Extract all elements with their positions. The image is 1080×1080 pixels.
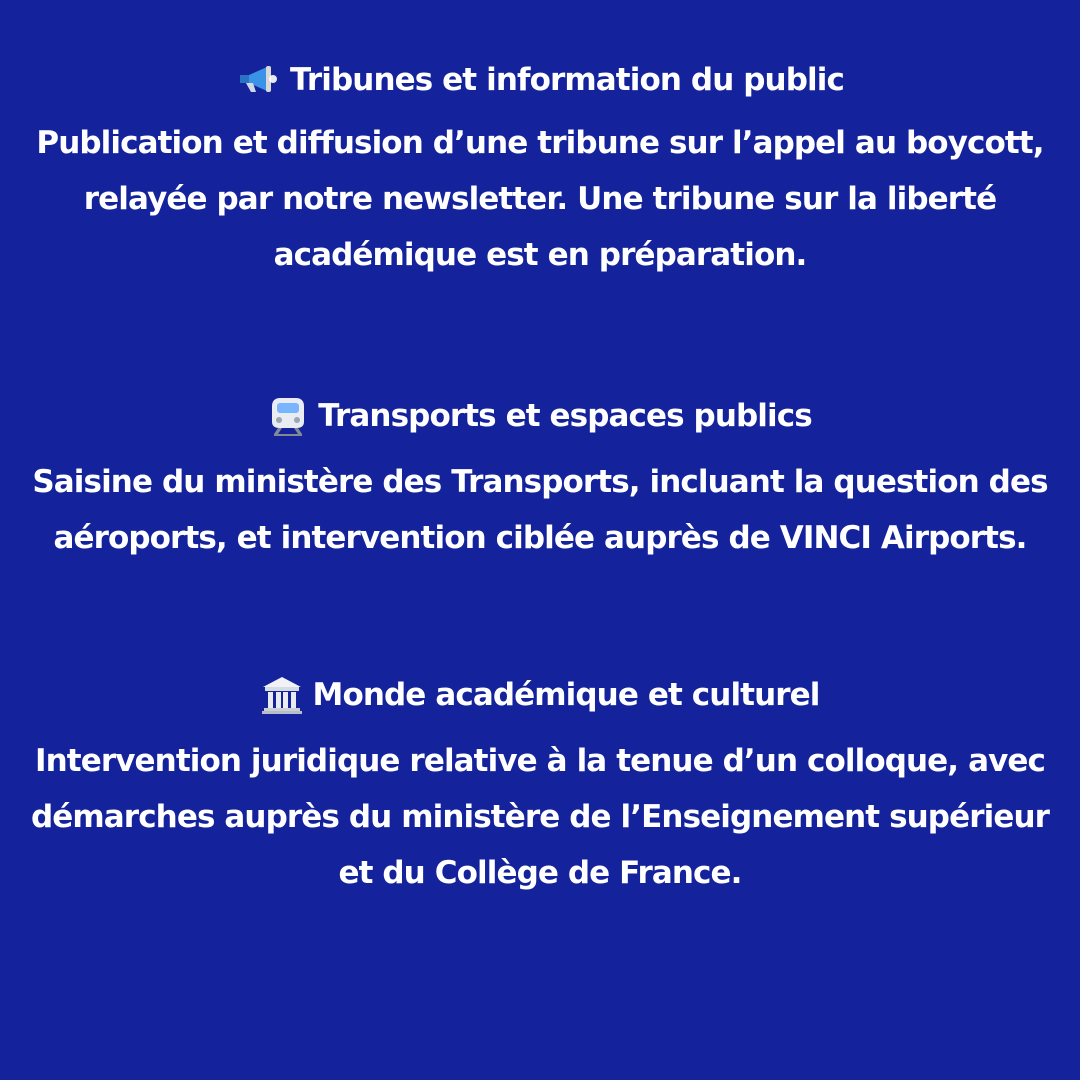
section-academique: [0, 667, 1080, 901]
section-tribunes: [0, 52, 1080, 283]
section-heading-text: Monde académique et culturel: [312, 677, 820, 713]
section-heading-transports: [268, 388, 812, 444]
classical-building-icon: [261, 675, 303, 715]
megaphone-icon: [236, 63, 280, 97]
section-body-line: relayée par notre newsletter. Une tribune sur la liberté: [83, 181, 997, 217]
section-heading-tribunes: [236, 52, 844, 108]
section-body-line: académique est en préparation.: [273, 237, 807, 273]
section-heading-academique: [261, 667, 820, 723]
section-heading-text: Transports et espaces publics: [318, 398, 812, 434]
section-body-line: Intervention juridique relative à la tenue d’un colloque, avec: [34, 743, 1046, 779]
section-transports: [0, 388, 1080, 566]
train-icon: [268, 396, 308, 436]
section-heading-text: Tribunes et information du public: [290, 62, 844, 98]
section-body-line: Publication et diffusion d’une tribune sur l’appel au boycott,: [36, 125, 1044, 161]
section-body-line: démarches auprès du ministère de l’Enseignement supérieur: [30, 799, 1050, 835]
section-body-line: Saisine du ministère des Transports, incluant la question des: [32, 464, 1048, 500]
section-body-line: et du Collège de France.: [338, 855, 742, 891]
section-body-line: aéroports, et intervention ciblée auprès de VINCI Airports.: [53, 520, 1027, 556]
